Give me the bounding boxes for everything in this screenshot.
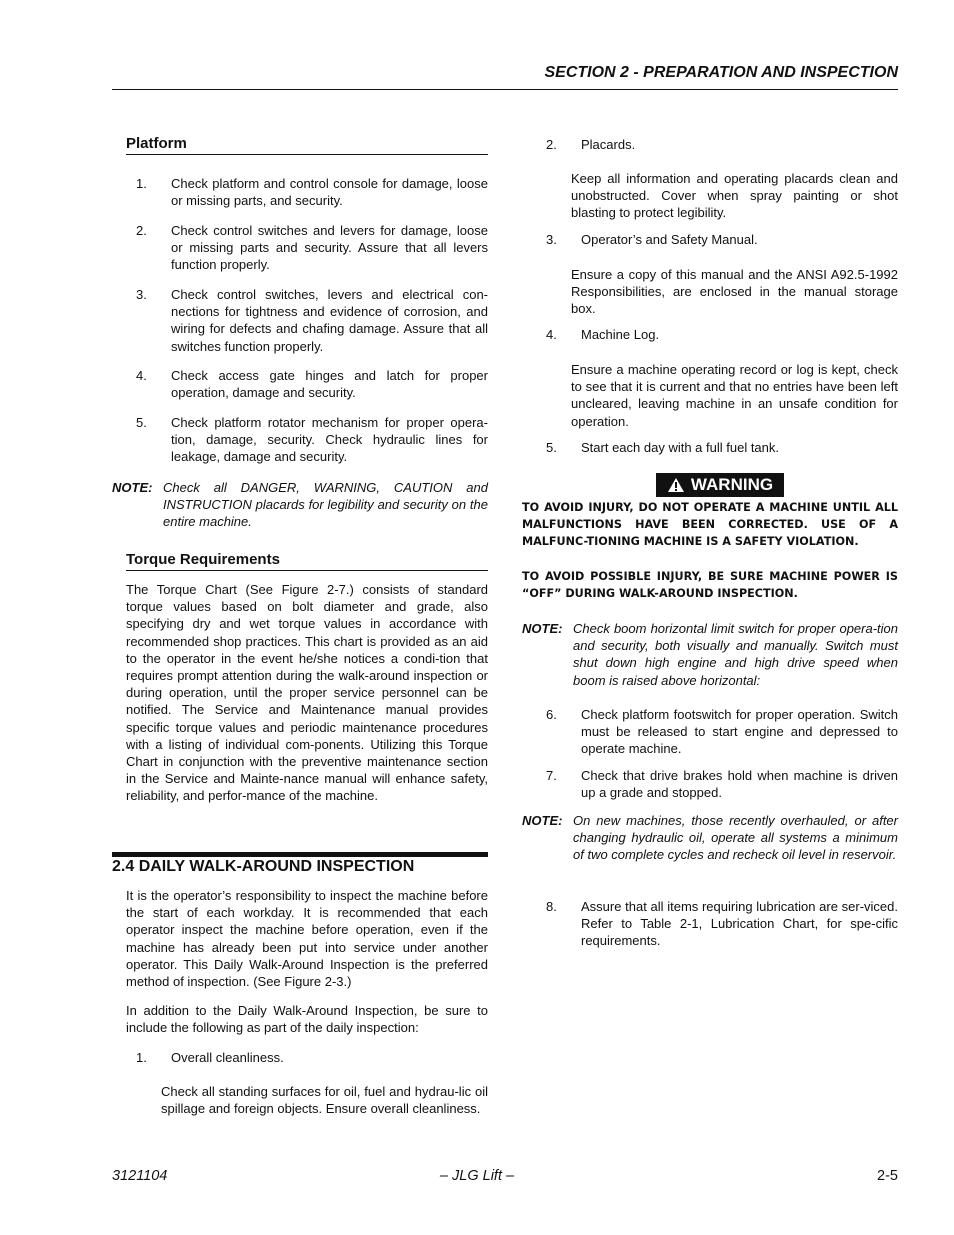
section-rule: [112, 852, 488, 857]
note-text: Check boom horizontal limit switch for proper opera-tion and security, both visually and manually. Switch must shut down high engine and high drive speed when boom is raised above horizontal:: [573, 621, 898, 688]
item-number: 5.: [546, 440, 557, 455]
list-item: [546, 136, 898, 153]
item-number: 1.: [136, 1050, 147, 1065]
item-number: 2.: [546, 137, 557, 152]
item-text: Check access gate hinges and latch for proper operation, damage and security.: [171, 368, 488, 401]
torque-heading: Torque Requirements: [126, 551, 488, 571]
list-item: [136, 175, 488, 209]
item-number: 3.: [136, 287, 147, 302]
list-item: [546, 767, 898, 801]
daily-paragraph-2: In addition to the Daily Walk-Around Inspection, be sure to include the following as part of the daily inspection:: [126, 1003, 488, 1036]
torque-paragraph: The Torque Chart (See Figure 2-7.) consists of standard torque values based on bolt diameter and grade, also specifying dry and wet torque values in accordance with recommended shop practices. This chart is provided as an aid to the operator in the event he/she notices a condi-tion that requires prompt attention during the walk-around inspection or during operation, until the proper service personnel can be notified. The Service and Maintenance manual provides specific torque values and periodic maintenance procedures with a listing of individual com-ponents. Utilizing this Torque Chart in conjunction with the preventive maintenance section in the Service and Mainte-nance manual will enhance safety, reliability, and perfor-mance of the machine.: [126, 582, 488, 804]
item-number: 6.: [546, 707, 557, 722]
list-item: [546, 898, 898, 950]
note-text: Check all DANGER, WARNING, CAUTION and INSTRUCTION placards for legibility and security on the entire machine.: [163, 480, 488, 530]
daily-paragraph-1: It is the operator’s responsibility to inspect the machine before the start of each workday. It is recommended that each operator inspect the machine before operation, even if the machine has already been put into service under another operator. This Daily Walk-Around Inspection is the preferred method of inspection. (See Figure 2-3.): [126, 888, 488, 990]
item-text: Ensure a copy of this manual and the ANSI A92.5-1992 Responsibilities, are enclosed in the manual storage box.: [571, 267, 898, 317]
boom-note: [522, 620, 898, 689]
footer-center: – JLG Lift –: [439, 1168, 515, 1184]
item-number: 2.: [136, 223, 147, 238]
platform-heading: Platform: [126, 135, 488, 155]
list-item: [136, 222, 488, 274]
warning-triangle-icon: [667, 477, 685, 493]
item-title: Machine Log.: [581, 327, 660, 342]
item-number: 4.: [136, 368, 147, 383]
item-number: 7.: [546, 768, 557, 783]
item-text: Check that drive brakes hold when machine is driven up a grade and stopped.: [581, 768, 898, 801]
list-item: [136, 1049, 488, 1066]
document-number: 3121104: [112, 1168, 168, 1184]
list-item: [136, 367, 488, 401]
item-text: Assure that all items requiring lubrication are ser-viced. Refer to Table 2-1, Lubrication Chart, for spe-cific requirements.: [581, 899, 898, 949]
warning-label: WARNING: [690, 475, 774, 495]
item-text: Check all standing surfaces for oil, fuel and hydrau-lic oil spillage and foreign objects. Ensure overall cleanliness.: [161, 1084, 488, 1117]
section-heading: 2.4 DAILY WALK-AROUND INSPECTION: [112, 858, 415, 875]
note-label: NOTE:: [522, 621, 563, 636]
item-number: 4.: [546, 327, 557, 342]
note-label: NOTE:: [522, 813, 563, 828]
item-title: Operator’s and Safety Manual.: [581, 232, 758, 247]
note-text: On new machines, those recently overhauled, or after changing hydraulic oil, operate all systems a minimum of two complete cycles and recheck oil level in reservoir.: [573, 813, 898, 863]
list-item: [546, 439, 898, 456]
warning-text-2: TO AVOID POSSIBLE INJURY, BE SURE MACHINE POWER IS “OFF” DURING WALK-AROUND INSPECTION.: [522, 570, 898, 601]
item-title: Overall cleanliness.: [171, 1050, 284, 1065]
item-text: Start each day with a full fuel tank.: [581, 440, 779, 455]
item-text: Check control switches, levers and electrical con-nections for tightness and evidence of corrosion, and wiring for defects and chafing damage. Assure that all switches function properly.: [171, 287, 488, 354]
item-text: Check control switches and levers for damage, loose or missing parts and security. Assure that all levers function properly.: [171, 223, 488, 273]
warning-text-1: TO AVOID INJURY, DO NOT OPERATE A MACHINE UNTIL ALL MALFUNCTIONS HAVE BEEN CORRECTED. USE OF A MALFUNC-TIONING MACHINE IS A SAFETY VIOLATION.: [522, 501, 898, 549]
header-rule: [112, 89, 898, 90]
list-item: [546, 706, 898, 758]
warning-badge: [656, 473, 784, 497]
list-item: [546, 326, 898, 343]
section-title: SECTION 2 - PREPARATION AND INSPECTION: [544, 64, 898, 81]
item-text: Ensure a machine operating record or log is kept, check to see that it is current and that no entries have been left uncleared, leaving machine in an unsafe condition for operation.: [571, 362, 898, 429]
list-item: [136, 414, 488, 466]
item-number: 3.: [546, 232, 557, 247]
platform-note: [112, 479, 488, 531]
item-number: 5.: [136, 415, 147, 430]
item-text: Check platform rotator mechanism for proper opera-tion, damage, security. Check hydraulic lines for leakage, damage and security.: [171, 415, 488, 465]
item-title: Placards.: [581, 137, 636, 152]
item-number: 1.: [136, 176, 147, 191]
item-text: Check platform and control console for damage, loose or missing parts, and security.: [171, 176, 488, 209]
list-item: [136, 286, 488, 355]
oil-note: [522, 812, 898, 864]
item-text: Keep all information and operating placards clean and unobstructed. Cover when spray painting or shot blasting to protect legibility.: [571, 171, 898, 221]
item-number: 8.: [546, 899, 557, 914]
page-number: 2-5: [877, 1168, 898, 1184]
list-item: [546, 231, 898, 248]
item-text: Check platform footswitch for proper operation. Switch must be released to start engine and depressed to operate machine.: [581, 707, 898, 757]
note-label: NOTE:: [112, 480, 153, 495]
